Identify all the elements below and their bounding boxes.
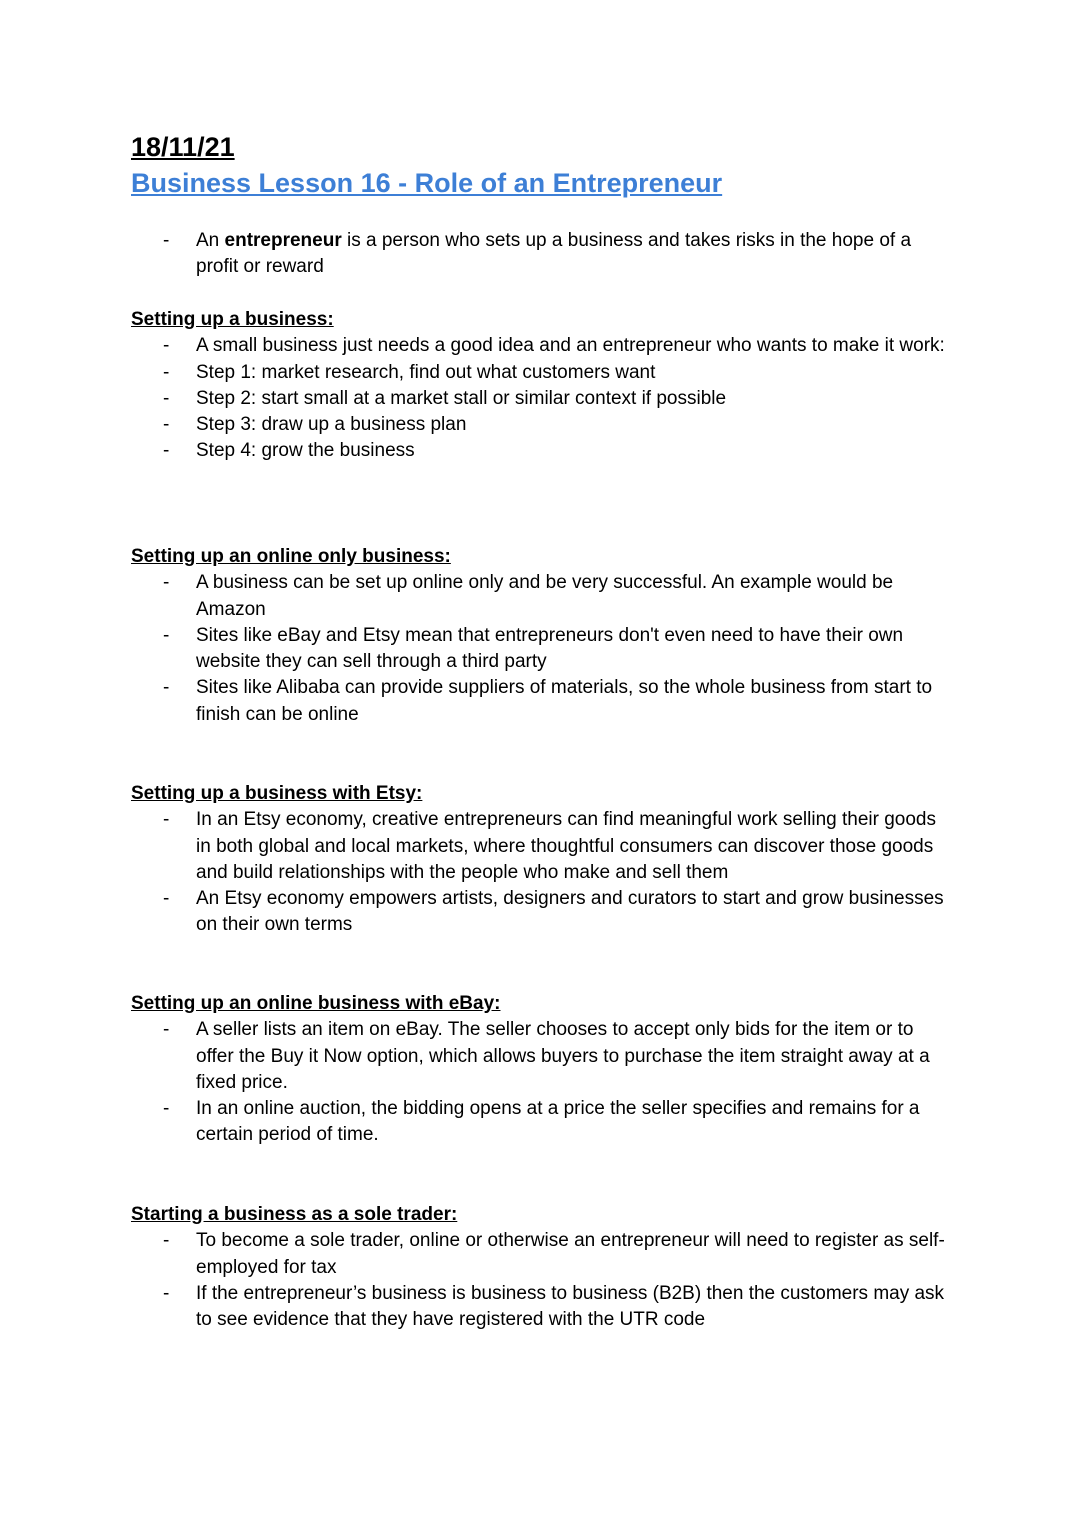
intro-section bbox=[131, 228, 961, 281]
section-heading: Setting up an online business with eBay: bbox=[131, 993, 501, 1014]
list-item-text: In an Etsy economy, creative entrepreneurs can find meaningful work selling their goods in both global and local markets, where thoughtful consumers can discover those goods and build relationships with the people who make and sell them bbox=[196, 809, 936, 883]
bullet-list bbox=[131, 1017, 961, 1148]
list-item-text: An Etsy economy empowers artists, designers and curators to start and grow businesses on their own terms bbox=[196, 888, 944, 936]
list-item-text: Step 3: draw up a business plan bbox=[196, 414, 467, 436]
section bbox=[131, 307, 961, 465]
bullet-dash: - bbox=[163, 624, 170, 646]
list-item-text: Step 1: market research, find out what customers want bbox=[196, 361, 656, 383]
bullet-list bbox=[131, 570, 961, 728]
list-item bbox=[131, 623, 956, 676]
intro-text: An bbox=[196, 230, 225, 251]
section-heading: Setting up a business with Etsy: bbox=[131, 783, 423, 804]
intro-text: is a person who sets up a business and takes risks in the hope of a profit or reward bbox=[196, 230, 912, 278]
list-item-text: To become a sole trader, online or otherwise an entrepreneur will need to register as self-employed for tax bbox=[196, 1230, 945, 1278]
list-item-text: A small business just needs a good idea and an entrepreneur who wants to make it work: bbox=[196, 335, 945, 357]
list-item bbox=[131, 1228, 956, 1281]
bullet-dash: - bbox=[163, 1282, 170, 1304]
bullet-dash: - bbox=[163, 888, 170, 910]
bullet-dash: - bbox=[163, 440, 170, 462]
bullet-dash: - bbox=[163, 414, 170, 436]
bullet-dash: - bbox=[163, 230, 170, 251]
list-item bbox=[131, 438, 956, 464]
bullet-dash: - bbox=[163, 387, 170, 409]
section-heading: Starting a business as a sole trader: bbox=[131, 1204, 458, 1225]
section bbox=[131, 991, 961, 1149]
list-item-text: If the entrepreneur’s business is business to business (B2B) then the customers may ask to see evidence that they have registered with the UTR code bbox=[196, 1282, 945, 1331]
bullet-list bbox=[131, 807, 961, 938]
bullet-dash: - bbox=[163, 1230, 170, 1252]
list-item bbox=[131, 386, 956, 412]
bullet-dash: - bbox=[163, 677, 170, 699]
bullet-dash: - bbox=[163, 1019, 170, 1041]
list-item-text: Step 2: start small at a market stall or similar context if possible bbox=[196, 387, 727, 409]
term-bold: entrepreneur bbox=[224, 230, 342, 251]
bullet-dash: - bbox=[163, 335, 170, 357]
list-item-text: In an online auction, the bidding opens at a price the seller specifies and remains for a certain period of time. bbox=[196, 1098, 920, 1146]
list-item-text: A seller lists an item on eBay. The seller chooses to accept only bids for the item or to offer the Buy it Now option, which allows buyers to purchase the item straight away at a fixed price. bbox=[196, 1019, 930, 1093]
list-item-text: A business can be set up online only and be very successful. An example would be Amazon bbox=[196, 572, 894, 620]
list-item bbox=[131, 360, 956, 386]
section-heading: Setting up a business: bbox=[131, 309, 334, 330]
list-item-text: Step 4: grow the business bbox=[196, 440, 415, 462]
section bbox=[131, 781, 961, 939]
section bbox=[131, 544, 961, 728]
bullet-dash: - bbox=[163, 1098, 170, 1120]
list-item bbox=[131, 675, 956, 728]
list-item bbox=[131, 886, 956, 939]
list-item bbox=[131, 807, 956, 886]
list-item bbox=[131, 570, 956, 623]
page-title[interactable]: Business Lesson 16 - Role of an Entrepreneur bbox=[131, 168, 723, 198]
list-item bbox=[131, 412, 956, 438]
list-item bbox=[131, 333, 956, 359]
list-item-text: Sites like Alibaba can provide suppliers of materials, so the whole business from start to finish can be online bbox=[196, 677, 933, 725]
section-heading: Setting up an online only business: bbox=[131, 546, 451, 567]
list-item-text: Sites like eBay and Etsy mean that entrepreneurs don't even need to have their own website they can sell through a third party bbox=[196, 624, 904, 673]
list-item bbox=[131, 1096, 956, 1149]
date-heading: 18/11/21 bbox=[131, 132, 235, 162]
bullet-dash: - bbox=[163, 809, 170, 831]
bullet-dash: - bbox=[163, 361, 170, 383]
bullet-dash: - bbox=[163, 572, 170, 594]
bullet-list bbox=[131, 333, 961, 464]
bullet-list bbox=[131, 1228, 961, 1333]
list-item bbox=[131, 1281, 956, 1334]
section bbox=[131, 1202, 961, 1333]
list-item bbox=[131, 1017, 956, 1096]
list-item bbox=[131, 228, 956, 281]
